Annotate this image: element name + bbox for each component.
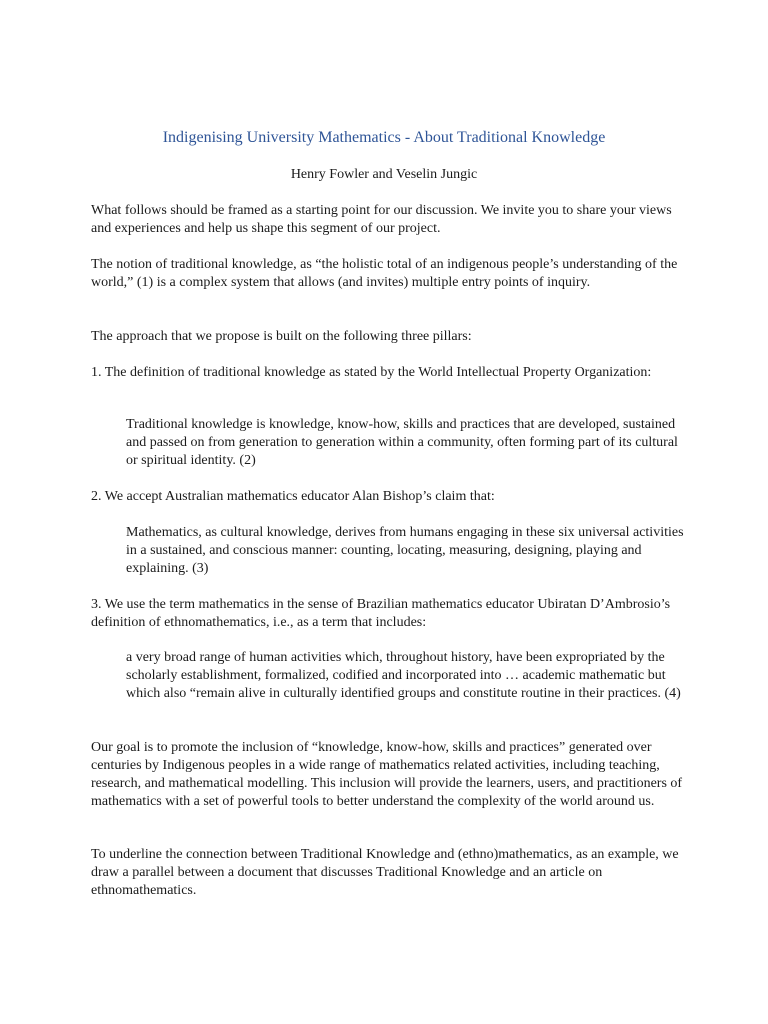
quote-bishop: Mathematics, as cultural knowledge, derives from humans engaging in these six universal activities in a sustained, and conscious manner: counting, locating, measuring, designing, playing and explaining. (3) xyxy=(126,525,684,576)
paragraph-pillar-3: 3. We use the term mathematics in the sense of Brazilian mathematics educator Ubiratan D’Ambrosio’s definition of ethnomathematics, i.e., as a term that includes: xyxy=(91,597,671,630)
paragraph-approach: The approach that we propose is built on the following three pillars: xyxy=(91,329,472,344)
paragraph-pillar-2: 2. We accept Australian mathematics educator Alan Bishop’s claim that: xyxy=(91,489,495,504)
paragraph-notion: The notion of traditional knowledge, as “the holistic total of an indigenous people’s understanding of the world,” (1) is a complex system that allows (and invites) multiple entry points of inquiry. xyxy=(91,257,678,290)
document-authors: Henry Fowler and Veselin Jungic xyxy=(290,167,478,182)
quote-dambrosio: a very broad range of human activities which, throughout history, have been expropriated by the scholarly establishment, formalized, codified and incorporated into … academic mathematic but which also “remain alive in culturally identified groups and constitute routine in their practices. (4) xyxy=(126,650,681,701)
paragraph-underline: To underline the connection between Traditional Knowledge and (ethno)mathematics, as an example, we draw a parallel between a document that discusses Traditional Knowledge and an article on ethnomathematics. xyxy=(91,847,679,898)
paragraph-intro: What follows should be framed as a starting point for our discussion. We invite you to share your views and experiences and help us shape this segment of our project. xyxy=(91,203,672,236)
document-title: Indigenising University Mathematics - About Traditional Knowledge xyxy=(162,129,606,146)
quote-wipo: Traditional knowledge is knowledge, know-how, skills and practices that are developed, sustained and passed on from generation to generation within a community, often forming part of its cultural or spiritual identity. (2) xyxy=(126,417,678,468)
paragraph-pillar-1: 1. The definition of traditional knowledge as stated by the World Intellectual Property Organization: xyxy=(91,365,652,380)
paragraph-goal: Our goal is to promote the inclusion of “knowledge, know-how, skills and practices” generated over centuries by Indigenous peoples in a wide range of mathematics related activities, including teaching, research, and mathematical modelling. This inclusion will provide the learners, users, and practitioners of mathematics with a set of powerful tools to better understand the complexity of the world around us. xyxy=(91,740,683,809)
